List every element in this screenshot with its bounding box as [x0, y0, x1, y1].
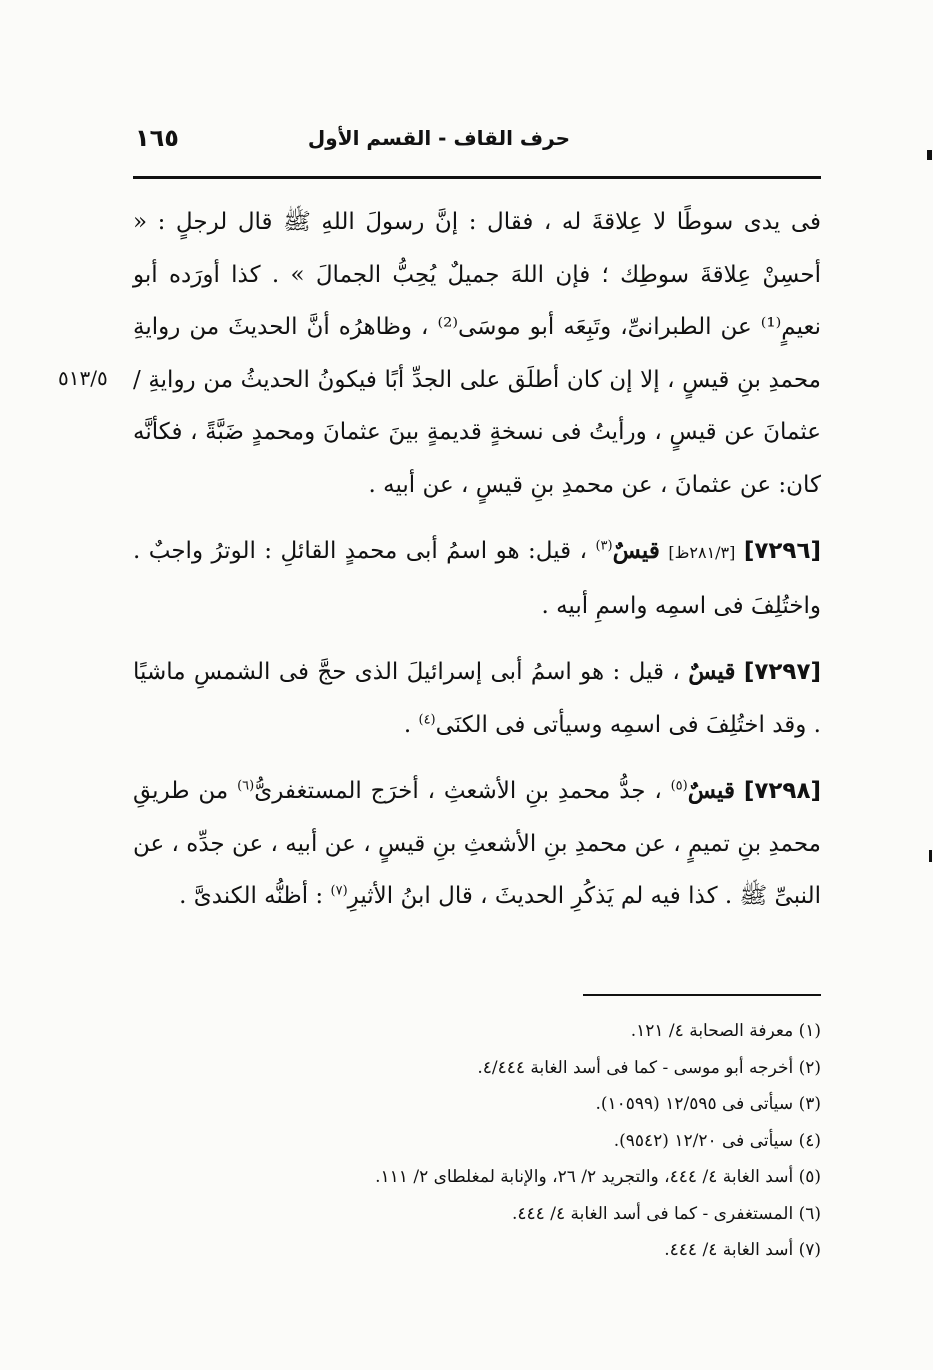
running-header	[135, 122, 820, 162]
page-number: ١٦٥	[135, 124, 179, 152]
footnote-separator	[583, 994, 821, 996]
footnote-1: (١) معرفة الصحابة ٤/ ١٢١.	[630, 1021, 821, 1041]
entry-name: قيسٌ	[612, 537, 660, 564]
entry-text: من طريقِ محمدِ بنِ تميمٍ ، عن محمدِ بنِ الأشعثِ بنِ قيسٍ ، عن أبيه ، عن جدِّه ، عن النبىِّ ﷺ . كذا فيه لم يَذكُرِ الحديثَ ، قال ابنُ الأثيرِ	[133, 778, 821, 909]
main-text	[133, 196, 821, 923]
footnote-marker: (٦)	[237, 778, 255, 794]
header-rule	[133, 176, 821, 179]
entry-name: قيسٌ	[687, 777, 735, 804]
entry-7298	[133, 765, 821, 923]
entry-text: : أظنُّه الكندىَّ .	[179, 883, 324, 909]
footnotes	[200, 1013, 821, 1269]
footnote-marker: (٣)	[595, 538, 613, 554]
footnote-5: (٥) أسد الغابة ٤/ ٤٤٤، والتجريد ٢/ ٢٦، والإنابة لمغلطاى ٢/ ١١١.	[375, 1167, 821, 1187]
manuscript-reference: [٢٨١/٣ظ]	[668, 543, 736, 562]
entry-number: [٧٢٩٦]	[743, 538, 822, 564]
entry-end: .	[403, 711, 412, 738]
entry-text: ، قيل : هو اسمُ أبى إسرائيلَ الذى حجَّ فى الشمسِ ماشيًا . وقد اختُلِفَ فى اسمِه وسيأتى فى الكنَى	[133, 659, 821, 738]
scan-edge-mark	[927, 150, 932, 160]
entry-text: ، قيل: هو اسمُ أبى محمدٍ القائلِ : الوترُ واجبٌ . واختُلِفَ فى اسمِه واسمِ أبيه .	[133, 538, 821, 619]
entry-text: ، جدُّ محمدِ بنِ الأشعثِ ، أخرَج المستغفرىُّ	[254, 778, 662, 804]
entry-number: [٧٢٩٨]	[743, 778, 821, 804]
footnote-marker: (٥)	[670, 778, 688, 794]
chapter-title: حرف القاف - القسم الأول	[307, 126, 570, 150]
footnote-2: (٢) أخرجه أبو موسى - كما فى أسد الغابة ٤/٤٤٤.	[477, 1057, 821, 1078]
footnote-marker: (٤)	[418, 711, 436, 727]
footnote-4: (٤) سيأتى فى ١٢/٢٠ (٩٥٤٢).	[613, 1130, 821, 1151]
footnote-7: (٧) أسد الغابة ٤/ ٤٤٤.	[664, 1240, 821, 1260]
paragraph-continuation: فى يدى سوطًا لا عِلاقةَ له ، فقال : إنَّ رسولَ اللهِ ﷺ قال لرجلٍ : « أحسِنْ عِلاقةَ سوطِك ؛ فإن اللهَ جميلٌ يُحِبُّ الجمالَ » . كذا أورَده أبو نعيمٍ⁽¹⁾ عن الطبرانىِّ، وتَبِعَه أبو موسَى⁽²⁾ ، وظاهرُه أنَّ الحديثَ من روايةِ محمدِ بنِ قيسٍ ، إلا إن كان أطلَق على الجدِّ أبًا فيكونُ الحديثُ من روايةِ / عثمانَ عن قيسٍ ، ورأيتُ فى نسخةٍ قديمةٍ بينَ عثمانَ ومحمدٍ ضَبَّةً ، فكأنَّه كان: عن عثمانَ ، عن محمدِ بنِ قيسٍ ، عن أبيه .	[133, 209, 822, 498]
entry-name: قيسٌ	[688, 658, 736, 685]
margin-page-reference: ٥١٣/٥	[58, 366, 108, 390]
footnote-marker: (٧)	[330, 883, 348, 899]
entry-number: [٧٢٩٧]	[743, 659, 822, 685]
scan-edge-mark	[929, 850, 932, 862]
footnote-3: (٣) سيأتى فى ١٢/٥٩٥ (١٠٥٩٩).	[595, 1094, 821, 1114]
footnote-6: (٦) المستغفرى - كما فى أسد الغابة ٤/ ٤٤٤.	[511, 1203, 821, 1224]
entry-7296	[133, 525, 821, 632]
entry-7297	[133, 646, 821, 751]
